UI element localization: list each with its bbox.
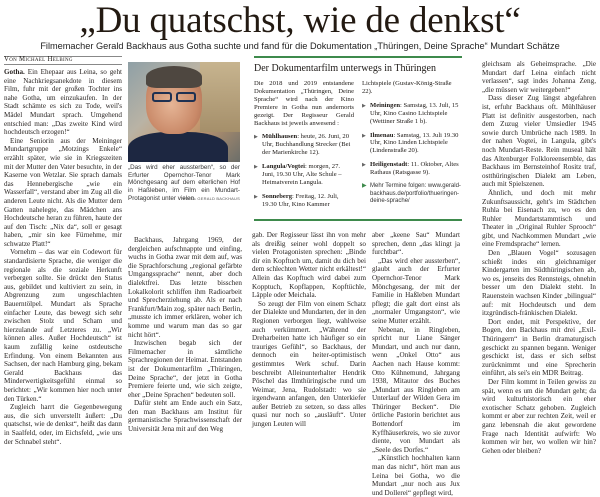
paragraph: „Künstlich hochhalten kann man das nicht“, hört man aus Leina bei Gotha, wo die Mundart „nur noch aus Jux und Dollerei“ gepflegt wird, [372, 454, 460, 497]
triangle-bullet-icon: ▶ [362, 133, 366, 139]
portrait-photo [128, 62, 240, 162]
paragraph: Inzwischen begab sich der Filmemacher in sämtliche Sprachregionen der Heimat. Entstanden ist der Dokumentarfilm „Thüringen, Deine Sprache“, der jetzt in Gotha Premiere feierte und, wie sich zeigte, eher „Deine Sprachen“ bedeuten soll. [128, 339, 242, 399]
triangle-bullet-icon: ▶ [362, 163, 366, 169]
subheadline: Filmemacher Gerald Backhaus aus Gotha suchte und fand für die Dokumentation „Thüringen, Deine Sprache“ Mundart Schätze [40, 41, 560, 51]
triangle-bullet-icon: ▶ [362, 183, 367, 190]
triangle-bullet-icon: ▶ [254, 135, 258, 141]
screening-item: ▶ Mühlhausen: heute, 26. Juni, 20 Uhr, Buchhandlung Strecker (Bei der Marienkirche 12). [254, 133, 351, 157]
paragraph [4, 68, 122, 137]
paragraph: Dass dieser Zug längst abgefahren ist, erfuhr Backhaus oft. Mühlhäuser Platt ist definitiv ausgestorben, nach dem Zuzug vieler Umsiedler 1945 sowie durch Umbrüche nach 1989. In der nahen Vogtei, in Langula, gibt's noch Mundart-Reste. Rein museal hält das Altenburger Folkloreensemble, das Backhaus im Bernsteinhof Rositz traf, ostthüringischen Dialekt am Leben, auch mit Spielszenen. [482, 94, 596, 189]
paragraph: Vornehm – das war ein Codewort für standardisierte Sprache, die weniger die regionale als die soziale Herkunft verbergen sollte. Sie drückt den Status aus, gebildet und kultiviert zu sein, in Abgrenzung zum ungeschlachten Bauerntölpel. Mundart als Sprache einfacher Leute, das bewegt sich sehr zwischen Stolz und Scham und hierzulande auf Letzteres zu. „Wir können alles. Außer Hochdeutsch“ ist kaum zufällig keine ostdeutsche Erfindung. Von einem Bekannten aus Sachsen, der nach Hamburg ging, bekam Gerald Backhaus das Minderwertigkeitsgefühl einmal so berichtet: „Wir kommen hier noch unter den Türken.“ [4, 248, 122, 403]
article-column-1 [4, 68, 122, 446]
paragraph: Nebenan, in Ringleben, spricht nur Liane Sänger Mundart, und auch nur dann, wenn „Onkel Otto“ aus Aachen nach Hause kommt: Otto Kühnemund, Jahrgang 1938, Mitautor des Buches „Mundart aus Ringleben am Unterlauf der Wilden Gera im Thüringer Becken“. Die örtliche Pastorin berichtet aus Bottendorf im Kyffhäuserkreis, wo sie zuvor diente, von Mundart als „Seele des Dorfes.“ [372, 325, 460, 454]
headline: „Du quatschst, wie de denkst“ [79, 0, 521, 41]
article-column-4 [372, 231, 460, 497]
screening-item: ▶ Sonneberg: Freitag, 12. Juli, 19.30 Uhr, Kino Kammer [254, 192, 339, 208]
paragraph: Eine Seniorin aus der Meininger Mundartgruppe „Motzings Enkele“ erzählt später, wie sie in Kriegszeiten mit der Mutter den Vater besuchte, in der Kaserne von Wetzlar. Sie sprach damals das Hennebergische „wie ein Wasserfall“, verstand aber im Zug all die anderen Leute nicht. Als die Mutter dem Gatten nahelegte, das Mädchen ans Hochdeutsche heran zu führen, haute der auf den Tisch: „Nix da“, soll er gesagt haben, „mir sin kee Fürnehme, mir schwatze Platt!“ [4, 136, 122, 248]
paragraph: aber „keene Sau“ Mundart sprechen, denn „das klingt ja furchtbar“. [372, 231, 460, 257]
paragraph: Den „Blauen Vogel“ sozusagen schießt indes ein gleichnamiger Kindergarten im Südthüringischen ab, wo es, jenseits des Rennsteigs, ohnehin besser um den Dialekt steht. In Rauenstein wachsen Kinder „bilingual“ auf: mit Hochdeutsch und dem itzgründisch-fränkischen Dialekt. [482, 249, 596, 318]
paragraph: Dort endet, mit Perspektive, der Bogen, den Backhaus mit drei „Exil-Thüringern“ in Berlin dramaturgisch geschickt zu spannen begann. Weniger geschickt ist, dass er sich selbst zurücknimmt und eine Sprecherin einführt, als sei's ein MDR Beitrag. [482, 317, 596, 378]
paragraph: Der Film kommt in Teilen gewiss zu spät, wenn es um die Mundart geht; da wird kulturhistorisch ein eher exotischer Schatz gehoben. Zugleich kommt er aber zur rechten Zeit, weil er ganz lebensnah die akut gewordene Frage nach Identität aufwirft: Wo kommen wir her, wo wollen wir hin? Gehen oder bleiben? [482, 377, 596, 455]
infobox-continuation: Lichtspiele (Gustav-König-Straße 22). [362, 80, 452, 95]
triangle-bullet-icon: ▶ [362, 103, 366, 109]
paragraph: Ähnlich, und doch mit mehr Zukunftsaussicht, geht's im Städtchen Ruhla bei Eisenach zu, wo es den Ruhler Mundartstammtisch und Theater in „Original Ruhler Sprooch“ gibt, und Nachkommen Mundart „wie eine Fremdsprache“ lernen. [482, 188, 596, 249]
photo-caption: „Das wird eher aussterben“, so der Erfurter Opernchor-Tenor Mark Mönchgesang auf dem elterlichen Hof in Haßleben, im Film ein Mundart-Protagonist unter vielen. [128, 164, 240, 202]
dateline: Gotha. [4, 68, 25, 76]
paragraph-text: Ein Ehepaar aus Leina, so geht eine Nachkriegsanekdote in diesem Film, fuhr mit der großen Tochter ins nahe Gotha, um einzukaufen. In der Stadt schämte es sich zu Tode, weil's Mädel Mundart sprach. Umgehend entschied man: „Das zweite Kind wird hochdeutsch erzogen!“ [4, 68, 122, 137]
triangle-bullet-icon: ▶ [254, 194, 258, 200]
article-column-5 [482, 60, 596, 455]
photo-hair [146, 66, 202, 88]
glasses-icon [152, 92, 172, 102]
glasses-icon [176, 92, 196, 102]
photo-shirt [128, 132, 228, 162]
infobox-intro: Die 2018 und 2019 entstandene Dokumentation „Thüringen, Deine Sprache“ wird nach der Kino Premiere in Gotha nun andernorts gezeigt. Der Regisseur Gerald Backhaus ist jeweils anwesend : [254, 80, 354, 127]
paragraph: Backhaus, Jahrgang 1969, der dergleichen aufschnappte und einfing, wuchs in Gotha zwar mit dem auf, was die Sprachforschung „regional gefärbte Umgangssprache“ nennt, aber doch dialektfrei. Das letzte bisschen Lokalkolorit schliffen ihm Radioarbeit und Sprecherziehung ab. Als er nach Frankfurt/Main zog, später nach Berlin, „musste ich immer erklären, woher ich komme und warum man das so gar nicht hört“. [128, 236, 242, 339]
paragraph: So zeugt der Film von einem Schatz der Dialekte und Mundarten, der in den Regionen verborgen liegt, wahlweise auch verkümmert. „Während der Dreharbeiten hatte ich häufiger so ein trauriges Gefühl“, so Backhaus, der dennoch ein heiter-optimistisch gestimmtes Werk schuf. Darin beschreibt Alleinunterhalter Hendrik Pöschel das Ilmthüringische rund um Weimar, Jena, Rudolstadt: wo sie irgendwann anfangen, den Unterkiefer außer Betrieb zu setzen, so dass alles quasi nur noch so „ausläuft“. Unter jungen Leuten will [252, 299, 366, 429]
infobox-column-left [254, 80, 354, 209]
paragraph: gleichsam als Geheimsprache. „Die Mundart darf Leina einfach nicht verlassen“, sagt indes Johanna Zeng, „die müssen wir weitergeben!“ [482, 60, 596, 94]
infobox-column-right [362, 80, 462, 209]
triangle-bullet-icon: ▶ [254, 165, 258, 171]
photo-background-building [200, 62, 240, 132]
screening-item: ▶ Ilmenau: Samstag, 13. Juli 19.30 Uhr, Kino Linden Lichtspiele (Lindenstraße 20). [362, 131, 459, 155]
byline: Von Michael Helbing [4, 56, 122, 65]
screening-item: ▶ Meiningen: Samstag, 13. Juli, 15 Uhr, Kino Casino Lichtspiele (Wettiner Straße 1 b). [362, 101, 459, 125]
screening-item: ▶ Langula/Vogtei: morgen, 27. Juni, 19.30 Uhr, Alte Schule – Heimatverein Langula. [254, 163, 342, 186]
article-column-2 [128, 236, 242, 434]
paragraph: gab. Der Regisseur lässt ihn von mehr als dreißig seiner wohl doppelt so vielen Protagonisten sprechen: „Binde dir ein Kopftuch um, damit du dich bei dem schlechten Wetter nicht erkältest!“ Allein das Kopftuch wird dabei zum Kopptuch, Kopflappen, Kopftüchle, Läpple oder Meichala. [252, 231, 366, 300]
paragraph: Zugleich harrt die Gegenbewegung aus, die sich unverstellt äußert: „Du quatschst, wie de denkst“, heißt das dann in Saalfeld, oder, im Eichsfeld, „wie uns der Schnabel steht“. [4, 403, 122, 446]
more-dates-link[interactable]: ▶ Mehr Termine folgen: www.gerald-backhaus.de/portfolio/thueringen-deine-sprache/ [362, 183, 461, 205]
photo-credit: FOTO: GERALD BACKHAUS [182, 196, 240, 201]
infobox-title: Der Dokumentarfilm unterwegs in Thüringen [254, 63, 436, 74]
article-column-3 [252, 231, 366, 429]
paragraph: „Das wird eher aussterben“, glaubt auch der Erfurter Opernchor-Tenor Mark Mönchgesang, der mit der Familie in Haßleben Mundart pflegt; die galt dort einst als „normaler Umgangston“, wie seine Mutter erzählt. [372, 256, 460, 325]
screening-dates-box [254, 56, 462, 221]
paragraph: Dafür steht am Ende auch ein Satz, den man Backhaus am Institut für germanistische Sprachwissenschaft der Universität Jena mit auf den Weg [128, 399, 242, 434]
screening-item: ▶ Heiligenstadt: 11. Oktober, Altes Rathaus (Ratsgasse 9). [362, 161, 459, 177]
